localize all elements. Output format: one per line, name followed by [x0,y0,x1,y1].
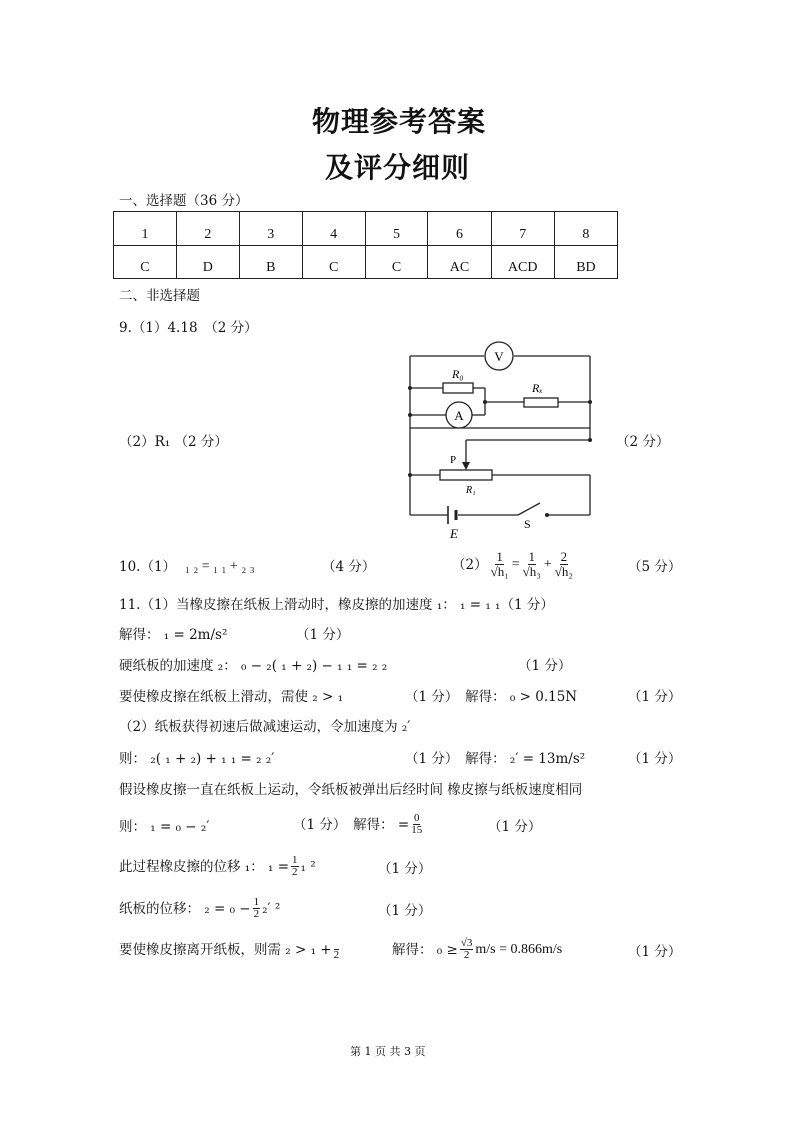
answer-table [113,211,618,279]
section-nonchoice-heading: 二、非选择题 [119,288,200,304]
q11-line-11 [119,938,339,961]
q11-line-2: 解得： ₁ = 2m/s² [119,627,228,643]
q10-part1-equation: ₁ ₂ = ₁ ₁ + ₂ ₃ [185,559,255,574]
table-cell: 2 [176,212,239,246]
rx-label: Rₓ [532,381,543,395]
q11-line-11-mid-text: 解得： ₀ ≥ [392,941,458,958]
table-cell: C [302,246,365,279]
table-cell: 3 [239,212,302,246]
title-line-2: 及评分细则 [325,151,471,184]
table-cell: C [365,246,428,279]
q11-line-5: （2）纸板获得初速后做减速运动，令加速度为 ₂′ [119,719,411,735]
table-cell: B [239,246,302,279]
q11-line-8: 则： ₁ = ₀ − ₂′ [119,819,210,835]
q10-part1-prefix: 10.（1） [119,559,177,575]
q11-line-11-text: 要使橡皮擦离开纸板，则需 ₂ > ₁ + [119,941,332,958]
fraction-numerator: 1 [496,549,503,564]
s-label: S [524,517,531,531]
fraction-numerator: 2 [560,549,568,564]
table-cell: 4 [302,212,365,246]
fraction-numerator: 1 [253,896,260,908]
fraction [334,938,340,961]
q11-line-8-mid [293,813,422,836]
q9-circuit-score: （2 分） [616,434,670,450]
fraction [523,550,541,579]
q11-line-11-result: m/s = 0.866m/s [475,941,563,957]
q10-part2-score: （5 分） [628,559,682,575]
table-cell: C [114,246,177,279]
table-cell: 8 [554,212,617,246]
q11-line-9-text: 此过程橡皮擦的位移 ₁： ₁ = [119,858,290,875]
fraction [291,855,299,878]
q11-line-11-mid [392,938,562,961]
plus-sign: + [543,556,552,572]
q11-line-6-score: （1 分） [628,751,682,767]
fraction-denominator: 2 [292,866,298,878]
q11-line-7: 假设橡皮擦一直在纸板上运动，令纸板被弹出后经时间 橡皮擦与纸板速度相同 [119,782,583,798]
fraction-numerator: 0 [413,812,420,824]
q10-part2-prefix: （2） [452,556,488,573]
fraction [411,813,422,836]
table-cell: ACD [491,246,554,279]
e-label: E [450,526,458,541]
fraction-denominator: 2 [333,949,340,961]
q11-line-10 [119,897,280,920]
circuit-diagram [400,340,600,545]
q11-line-4-mid: （1 分） 解得： ₀ > 0.15N [405,689,578,705]
fraction-denominator: √h₁ [490,564,509,579]
fraction [555,550,573,579]
fraction [460,938,474,961]
q11-line-2-score: （1 分） [296,627,350,643]
q11-line-11-score: （1 分） [628,944,682,960]
q9-part2: （2）R₁ （2 分） [119,434,228,450]
fraction [253,897,261,920]
q11-line-3-score: （1 分） [518,658,572,674]
table-header-row [114,212,618,246]
section-choice-heading: 一、选择题（36 分） [119,193,249,209]
table-cell: BD [554,246,617,279]
table-cell: D [176,246,239,279]
ammeter-label: A [454,408,464,423]
r0-label: R₀ [452,367,464,381]
fraction-denominator: 15 [411,824,423,836]
table-answer-row [114,246,618,279]
q11-line-10-score: （1 分） [378,903,432,919]
title-line-1: 物理参考答案 [312,105,487,138]
q11-line-9-tail: ₁ ² [300,858,316,875]
q11-line-9 [119,855,316,878]
voltmeter-label: V [494,349,504,364]
q11-line-8-mid-text: （1 分） 解得： = [293,816,410,833]
fraction-denominator: 2 [253,908,260,920]
q9-part1: 9.（1）4.18 （2 分） [119,320,258,336]
q11-line-3: 硬纸板的加速度 ₂： ₀ − ₂( ₁ + ₂) − ₁ ₁ = ₂ ₂ [119,658,388,674]
q11-line-1: 11.（1）当橡皮擦在纸板上滑动时，橡皮擦的加速度 ₁： ₁ = ₁ ₁（1 分） [119,597,554,613]
q11-line-4-score: （1 分） [628,689,682,705]
q11-line-6: 则： ₂( ₁ + ₂) + ₁ ₁ = ₂ ₂′ [119,751,275,767]
q10-part2 [452,550,573,579]
q11-line-8-score: （1 分） [488,819,542,835]
table-cell: 6 [428,212,491,246]
q11-line-9-score: （1 分） [378,861,432,877]
equals-sign: = [511,556,520,572]
fraction-numerator: 1 [292,854,298,866]
p-label: P [450,454,457,466]
fraction-numerator: 1 [528,549,535,564]
fraction-denominator: 2 [463,949,470,961]
fraction [491,550,509,579]
page-footer: 第 1 页 共 3 页 [350,1045,426,1058]
fraction-denominator: √h₂ [554,564,573,579]
table-cell: 7 [491,212,554,246]
q11-line-4: 要使橡皮擦在纸板上滑动，需使 ₂ > ₁ [119,689,344,705]
q11-line-10-tail: ₂′ ² [262,900,281,917]
table-cell: AC [428,246,491,279]
r1-label: R₁ [466,485,476,496]
q11-line-10-text: 纸板的位移： ₂ = ₀ − [119,900,251,917]
fraction-denominator: √h₃ [522,564,541,579]
table-cell: 1 [114,212,177,246]
table-cell: 5 [365,212,428,246]
q10-part1-score: （4 分） [322,559,376,575]
fraction-numerator: √3 [460,937,473,949]
q11-line-6-mid: （1 分） 解得： ₂′ = 13m/s² [405,751,586,767]
